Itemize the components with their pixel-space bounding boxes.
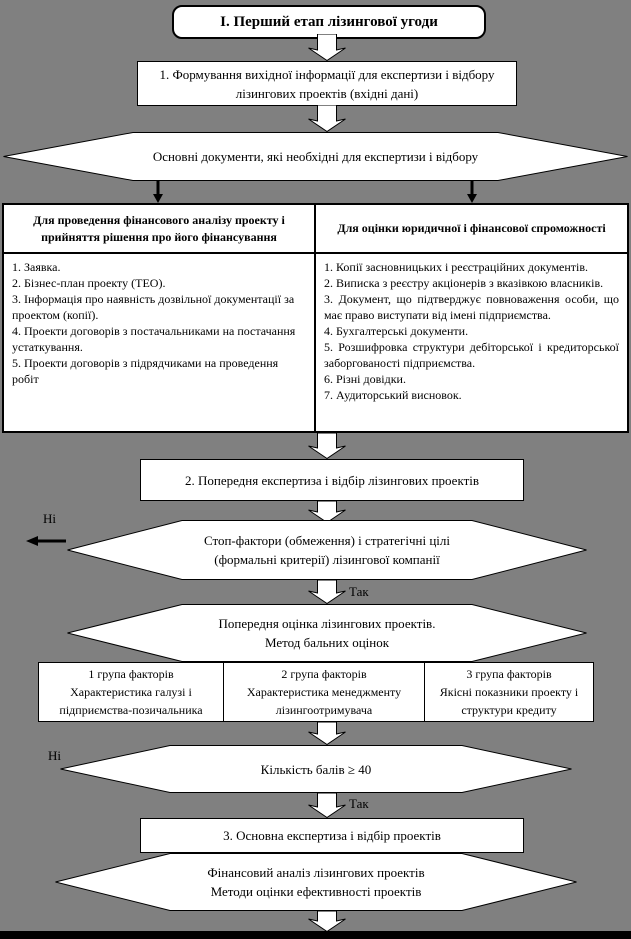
step3-box <box>140 818 524 853</box>
factor-group-1-desc: Характеристика галузі і підприємства-позичальника <box>59 685 203 717</box>
stop-factors-line2: (формальні критерії) лізингової компанії <box>214 552 440 567</box>
factor-group-2-desc: Характеристика менеджменту лізингоотримувача <box>246 685 402 717</box>
table-cell-financial-analysis-items <box>4 254 316 431</box>
financial-analysis-label <box>207 863 424 901</box>
down-arrow-icon <box>152 181 164 203</box>
table-cell-legal-capacity-items <box>316 254 627 431</box>
preliminary-evaluation-hexagon <box>67 604 587 662</box>
list-item: 3. Документ, що підтверджує повноваження особи, що має право виступати від імені підприємства. <box>324 292 619 322</box>
left-arrow-icon <box>26 535 66 547</box>
down-block-arrow-icon <box>308 433 346 459</box>
list-item: 6. Різні довідки. <box>324 372 406 386</box>
step3-label: 3. Основна експертиза і відбір проектів <box>223 828 441 843</box>
stop-factors-no-arrow <box>26 534 66 552</box>
down-block-arrow-icon <box>308 34 346 61</box>
factor-group-1-title: 1 група факторів <box>88 667 174 681</box>
list-item: 3. Інформація про наявність дозвільної документації за проектом (копії). <box>12 292 295 322</box>
list-item: 4. Бухгалтерські документи. <box>324 324 469 338</box>
stop-factors-yes-label: Так <box>349 584 369 599</box>
factor-group-2-title: 2 група факторів <box>281 667 367 681</box>
documents-hexagon-label: Основні документи, які необхідні для експертизи і відбору <box>152 149 479 164</box>
table-header-financial-analysis <box>4 205 316 254</box>
preliminary-evaluation-label <box>219 614 436 652</box>
down-block-arrow-icon <box>308 722 346 745</box>
score-hexagon-label: Кількість балів ≥ 40 <box>260 761 372 777</box>
stop-factors-line1: Стоп-фактори (обмеження) і стратегічні цілі <box>203 533 451 548</box>
factor-group-3-title: 3 група факторів <box>466 667 552 681</box>
list-item: 1. Заявка. <box>12 260 61 274</box>
down-block-arrow-icon <box>308 105 346 132</box>
step2-box <box>140 459 524 501</box>
preliminary-line2: Метод бальних оцінок <box>264 635 390 650</box>
down-block-arrow-icon <box>308 793 346 818</box>
list-item: 2. Бізнес-план проекту (ТЕО). <box>12 276 166 290</box>
score-no-label: Ні <box>48 748 61 763</box>
down-arrow-icon <box>466 181 478 203</box>
financial-line1: Фінансовий аналіз лізингових проектів <box>207 865 425 880</box>
step1-box <box>137 61 517 106</box>
factor-groups-row <box>38 662 594 722</box>
documents-hexagon <box>3 132 628 181</box>
stop-factors-no-label: Ні <box>43 511 56 526</box>
list-item: 5. Розшифровка структури дебіторської і кредиторської заборгованості підприємства. <box>324 340 619 370</box>
stop-factors-hexagon-label <box>204 531 450 569</box>
list-item: 5. Проекти договорів з підрядчиками на проведення робіт <box>12 356 279 386</box>
bottom-border-band <box>0 931 631 939</box>
down-block-arrow-icon <box>308 580 346 604</box>
financial-analysis-hexagon <box>55 853 577 911</box>
preliminary-line1: Попередня оцінка лізингових проектів. <box>218 616 436 631</box>
score-yes-label: Так <box>349 796 369 811</box>
factor-group-1-cell <box>39 663 223 721</box>
step2-label: 2. Попередня експертиза і відбір лізингових проектів <box>184 472 480 488</box>
factor-group-3-cell <box>425 663 593 721</box>
down-block-arrow-icon <box>308 911 346 932</box>
factor-group-2-cell <box>223 663 425 721</box>
table-header-legal-capacity <box>316 205 627 254</box>
list-item: 4. Проекти договорів з постачальниками на постачання устаткування. <box>12 324 296 354</box>
factor-group-3-desc: Якісні показники проекту і структури кредиту <box>439 685 579 717</box>
list-item: 1. Копії засновницьких і реєстраційних документів. <box>324 260 589 274</box>
documents-table <box>2 203 629 433</box>
list-item: 2. Виписка з реєстру акціонерів з вказівкою власників. <box>324 276 604 290</box>
table-header-right-label: Для оцінки юридичної і фінансової спроможності <box>337 221 606 235</box>
financial-line2: Методи оцінки ефективності проектів <box>210 884 422 899</box>
stop-factors-hexagon <box>67 520 587 580</box>
table-header-left-label: Для проведення фінансового аналізу проекту і прийняття рішення про його фінансування <box>33 212 285 244</box>
list-item: 7. Аудиторський висновок. <box>324 388 462 402</box>
stage-title: І. Перший етап лізингової угоди <box>220 13 438 30</box>
score-hexagon <box>60 745 572 793</box>
step1-label: 1. Формування вихідної інформації для експертизи і відбору лізингових проектів (вхідні дані) <box>159 66 495 101</box>
